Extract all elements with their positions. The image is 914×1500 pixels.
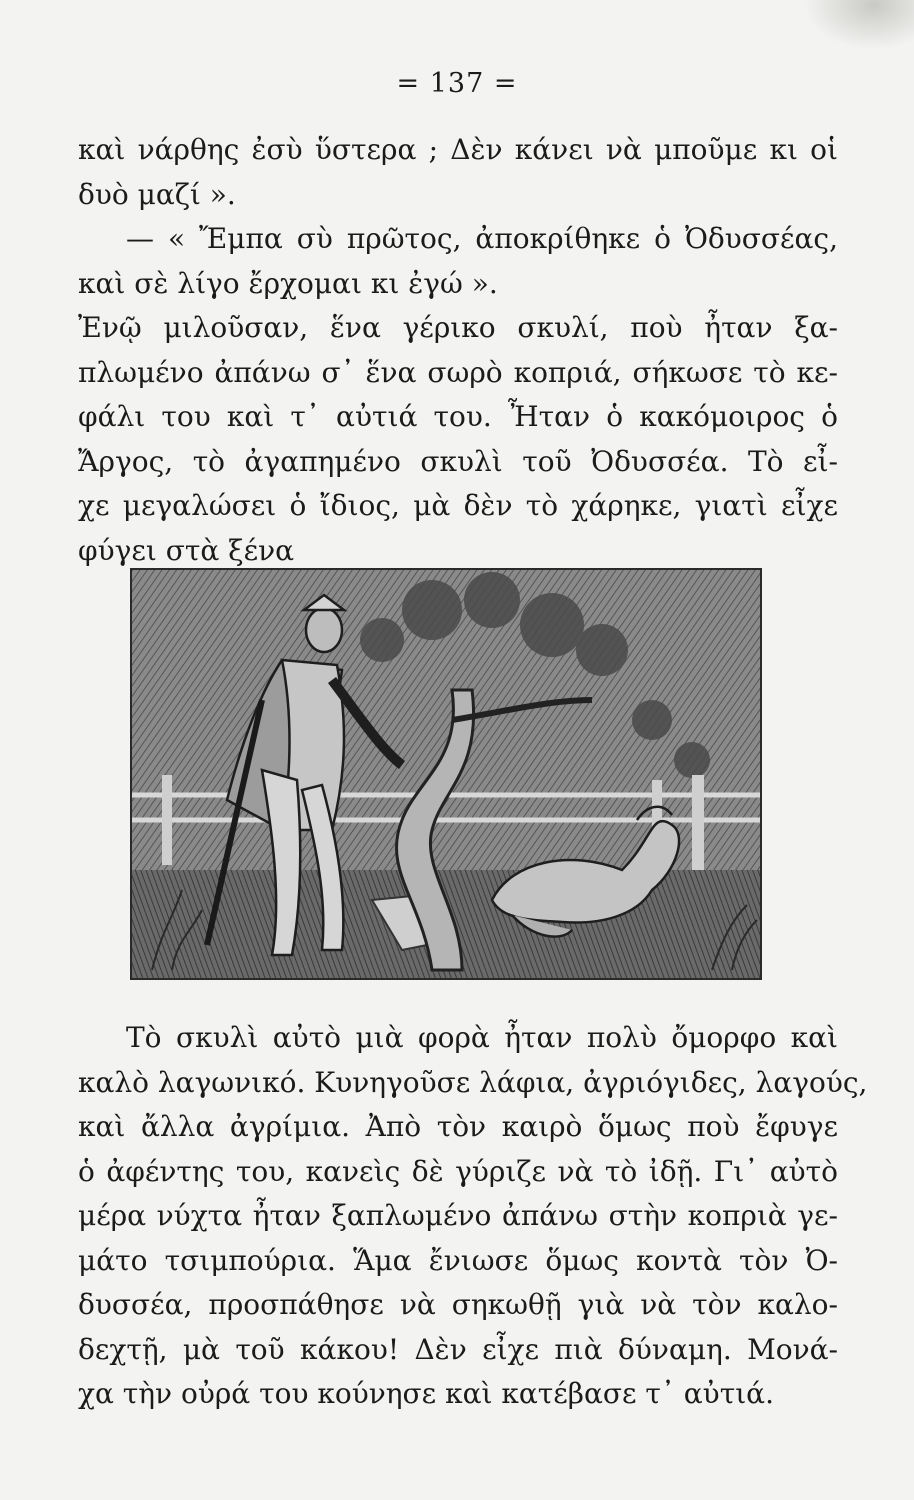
- page-number: = 137 =: [396, 68, 518, 99]
- text-block-top: [78, 128, 838, 573]
- text-line: φύγει στὰ ξένα: [78, 533, 295, 567]
- text-line: ὁ ἀφέντης του, κανεὶς δὲ γύριζε νὰ τὸ ἰδῇ. Γι᾿ αὐτὸ: [78, 1154, 838, 1188]
- odysseus-and-argos-illustration: [130, 568, 762, 980]
- text-line: καλὸ λαγωνικό. Κυνηγοῦσε λάφια, ἀγριόγιδες, λαγούς,: [78, 1065, 868, 1099]
- text-line: δυσσέα, προσπάθησε νὰ σηκωθῇ γιὰ νὰ τὸν καλο-: [78, 1288, 838, 1321]
- text-line: χα τὴν οὐρά του κούνησε καὶ κατέβασε τ᾿ αὐτιά.: [78, 1377, 774, 1410]
- text-line: — « Ἔμπα σὺ πρῶτος, ἀποκρίθηκε ὁ Ὀδυσσέας,: [126, 222, 838, 255]
- text-line: πλωμένο ἀπάνω σ᾿ ἕνα σωρὸ κοπριά, σήκωσε τὸ κε-: [78, 355, 838, 389]
- text-line: χε μεγαλώσει ὁ ἴδιος, μὰ δὲν τὸ χάρηκε, γιατὶ εἶχε: [78, 489, 838, 522]
- text-line: Ἄργος, τὸ ἀγαπημένο σκυλὶ τοῦ Ὀδυσσέα. Τὸ εἶ-: [78, 444, 838, 478]
- text-line: Ἐνῷ μιλοῦσαν, ἕνα γέρικο σκυλί, ποὺ ἦταν ξα-: [78, 311, 838, 344]
- text-line: μέρα νύχτα ἦταν ξαπλωμένο ἀπάνω στὴν κοπριὰ γε-: [78, 1199, 838, 1232]
- text-line: μάτο τσιμπούρια. Ἅμα ἔνιωσε ὅμως κοντὰ τὸν Ὀ-: [78, 1243, 838, 1277]
- text-line: δυὸ μαζί ».: [78, 177, 236, 211]
- text-block-bottom: [78, 1016, 868, 1417]
- text-line: καὶ νάρθης ἐσὺ ὕστερα ; Δὲν κάνει νὰ μποῦμε κι οἱ: [78, 133, 838, 166]
- engraving-picture: [132, 570, 760, 978]
- page-corner-shadow: [804, 0, 914, 50]
- text-line: καὶ ἄλλα ἀγρίμια. Ἀπὸ τὸν καιρὸ ὅμως ποὺ ἔφυγε: [78, 1110, 838, 1143]
- text-line: φάλι του καὶ τ᾿ αὐτιά του. Ἦταν ὁ κακόμοιρος ὁ: [78, 400, 838, 433]
- text-line: Τὸ σκυλὶ αὐτὸ μιὰ φορὰ ἦταν πολὺ ὄμορφο καὶ: [126, 1021, 838, 1054]
- text-line: καὶ σὲ λίγο ἔρχομαι κι ἐγώ ».: [78, 266, 498, 300]
- text-line: δεχτῇ, μὰ τοῦ κάκου! Δὲν εἶχε πιὰ δύναμη. Μονά-: [78, 1332, 838, 1366]
